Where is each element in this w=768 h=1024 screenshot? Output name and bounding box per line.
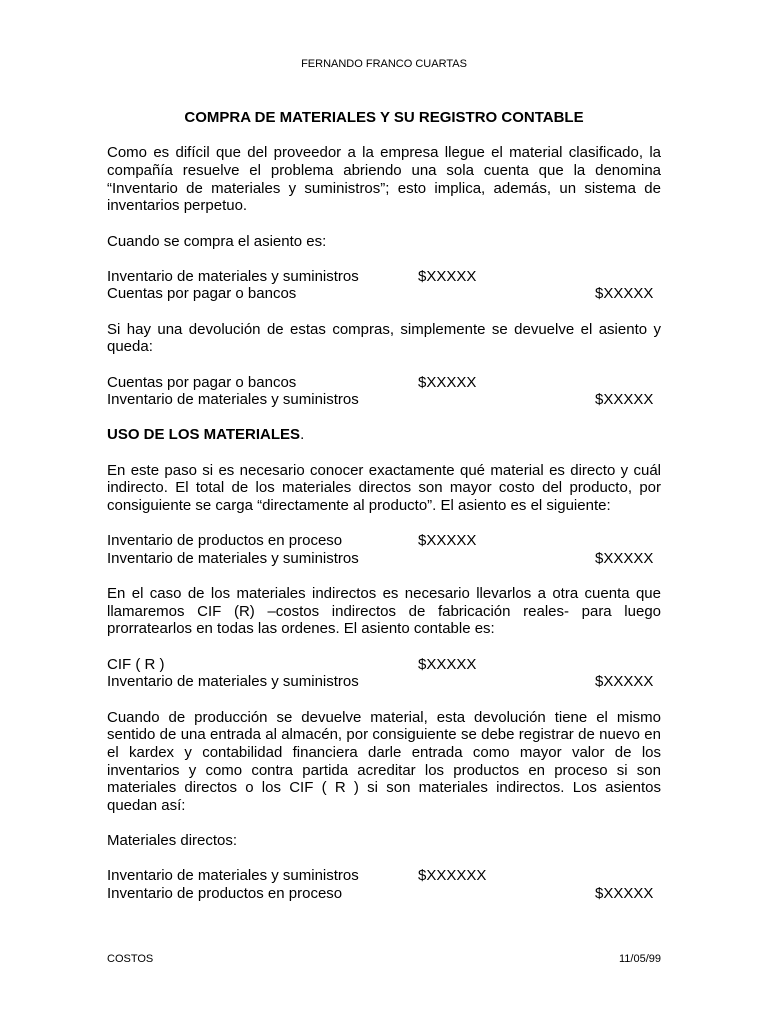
journal-entry-row (107, 374, 661, 392)
entry-credit: $XXXXX (595, 549, 654, 567)
entry-debit: $XXXXX (418, 267, 477, 285)
journal-entry-row (107, 285, 661, 303)
entry-account: Inventario de productos en proceso (107, 885, 343, 903)
entry-account: Cuentas por pagar o bancos (107, 285, 297, 303)
paragraph-purchase-entry-intro: Cuando se compra el asiento es: (107, 232, 327, 250)
entry-account: Inventario de materiales y suministros (107, 673, 359, 691)
entry-account: Inventario de materiales y suministros (107, 867, 359, 885)
entry-debit: $XXXXXX (418, 867, 487, 885)
journal-entry-row (107, 867, 661, 885)
journal-entry-row (107, 268, 661, 286)
journal-entry-indirect-materials (107, 656, 661, 691)
entry-debit: $XXXXX (418, 373, 477, 391)
document-body (107, 109, 661, 903)
entry-account: Inventario de productos en proceso (107, 532, 343, 550)
section-heading (107, 426, 661, 444)
paragraph-intro: Como es difícil que del proveedor a la empresa llegue el material clasificado, la compañía resuelve el problema abriendo una sola cuenta que la denomina “Inventario de materiales y suministros”; esto implica, además, un sistema de inventarios perpetuo. (107, 144, 661, 215)
running-header: FERNANDO FRANCO CUARTAS (301, 58, 467, 70)
journal-entry-return (107, 374, 661, 409)
journal-entry-row (107, 532, 661, 550)
paragraph-production-returns: Cuando de producción se devuelve material, esta devolución tiene el mismo sentido de una entrada al almacén, por consiguiente se debe registrar de nuevo en el kardex y contabilidad financiera darle entrada como mayor valor de los inventarios y como contra partida acreditar los productos en proceso si son materiales directos o los CIF ( R ) si son materiales indirectos. Los asientos quedan así: (107, 708, 661, 815)
entry-account: Inventario de materiales y suministros (107, 267, 359, 285)
paragraph-materials-use: En este paso si es necesario conocer exactamente qué material es directo y cuál indirecto. El total de los materiales directos son mayor costo del producto, por consiguiente se carga “directamente al producto”. El asiento es el siguiente: (107, 461, 661, 514)
entry-credit: $XXXXX (595, 885, 654, 903)
journal-entry-direct-materials-return (107, 867, 661, 902)
entry-account: Cuentas por pagar o bancos (107, 373, 297, 391)
entry-account: Inventario de materiales y suministros (107, 549, 359, 567)
entry-debit: $XXXXX (418, 532, 477, 550)
paragraph-return: Si hay una devolución de estas compras, simplemente se devuelve el asiento y queda: (107, 320, 661, 356)
journal-entry-row (107, 673, 661, 691)
journal-entry-row (107, 550, 661, 568)
document-title: COMPRA DE MATERIALES Y SU REGISTRO CONTABLE (184, 109, 584, 126)
entry-account: Inventario de materiales y suministros (107, 391, 359, 409)
entry-credit: $XXXXX (595, 285, 654, 303)
footer-course-label: COSTOS (107, 953, 154, 965)
journal-entry-row (107, 656, 661, 674)
entry-debit: $XXXXX (418, 655, 477, 673)
entry-credit: $XXXXX (595, 673, 654, 691)
journal-entry-row (107, 391, 661, 409)
entry-credit: $XXXXX (595, 391, 654, 409)
section-heading-text: USO DE LOS MATERIALES (107, 426, 301, 444)
section-heading-period: . (300, 426, 305, 444)
paragraph-direct-materials-label: Materiales directos: (107, 832, 238, 850)
footer-date: 11/05/99 (618, 953, 661, 965)
journal-entry-purchase (107, 268, 661, 303)
journal-entry-row (107, 885, 661, 903)
paragraph-indirect-materials: En el caso de los materiales indirectos es necesario llevarlos a otra cuenta que llamaremos CIF (R) –costos indirectos de fabricación reales- para luego prorratearlos en todas las ordenes. El asiento contable es: (107, 585, 661, 638)
entry-account: CIF ( R ) (107, 655, 165, 673)
journal-entry-direct-materials (107, 532, 661, 567)
